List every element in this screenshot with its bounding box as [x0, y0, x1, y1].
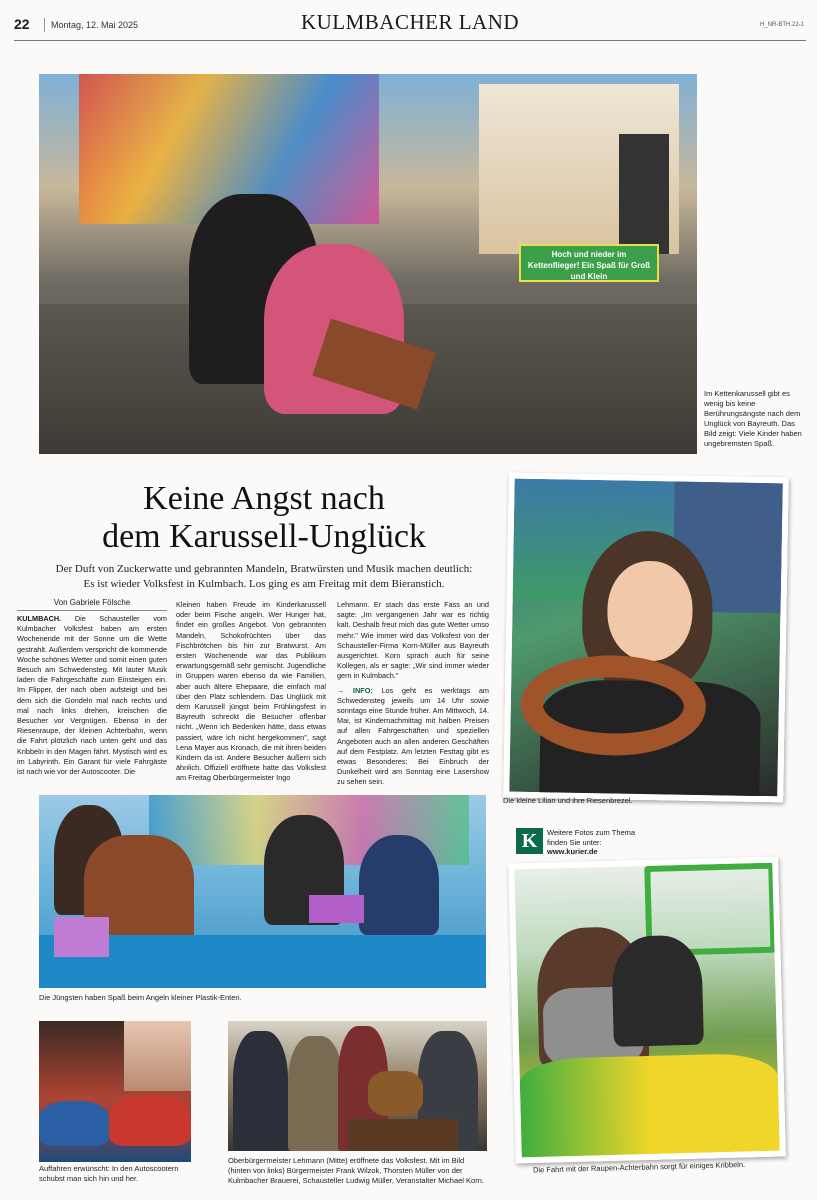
headline-line-1: Keine Angst nach: [143, 480, 385, 517]
article-lead: [39, 562, 489, 592]
article-column-3: [337, 600, 489, 788]
lead-line-2: Es ist wieder Volksfest in Kulmbach. Los ging es am Freitag mit dem Bieranstich.: [83, 578, 445, 590]
photo-autoscooter: [39, 1021, 191, 1162]
kurier-text: [547, 828, 635, 857]
headline-line-2: dem Karussell-Unglück: [102, 518, 426, 555]
kurier-line-1: Weitere Fotos zum Thema: [547, 828, 636, 837]
article-column-2: [176, 600, 326, 784]
photo-kettenkarussell: [39, 74, 697, 454]
section-title: KULMBACHER LAND: [300, 10, 520, 34]
photo-angeln: [39, 795, 486, 988]
info-label: → INFO:: [337, 685, 373, 695]
header-rule: [14, 40, 806, 41]
kettenflieger-sign: Hoch und nieder im Kettenflieger! Ein Spaß für Groß und Klein: [519, 244, 659, 282]
column-1-text: Die Schausteller vom Kulmbacher Volksfest haben am ersten Wochenende mit der Sonne um die Wette gestrahlt. Außerdem verspricht die kommende Woche schönes Wetter und somit einen guten Besuch am Schwedensteg. Mit lauter Musik laden die Fahrgeschäfte zum Einsteigen ein. Im Flipper, der nach oben aufsteigt und bei dem sich die Gondeln mal nach rechts und mal nach links drehen, kreischen die Besucher vor Vergnügen. Ebenso in der Riesenraupe, der kleinen Achterbahn, wenn die Fahrt plötzlich nach unten geht und das Kribbeln in den Magen fährt. Mystisch wird es im Labyrinth. Ein Garant für viele Fahrgäste ist nach wie vor der Autoscooter. Die: [17, 614, 167, 777]
column-3-text: Lehmann. Er stach das erste Fass an und sagte: „Im vergangenen Jahr war es richtig kalt. Deshalb freut mich das gute Wetter umso mehr." Wie immer wird das Volksfest von der Schausteller-Firma Korn-Müller aus Bayreuth ausgerichtet. Korn sprach auch für seine Kollegen, als er sagte: „Wir sind immer wieder gern in Kulmbach.": [337, 600, 489, 681]
photo-bieranstich: [228, 1021, 487, 1151]
photo-raupen-achterbahn: [508, 857, 786, 1164]
kurier-url[interactable]: www.kurier.de: [547, 847, 598, 856]
kurier-logo: K: [516, 828, 543, 854]
dateline: KULMBACH.: [17, 614, 62, 623]
kurier-box: [516, 828, 776, 858]
page-number: 22: [14, 16, 30, 32]
column-2-text: Kleinen haben Freude im Kinderkarussell oder beim Fische angeln. Wer Hunger hat, findet ein großes Angebot. Von gebrannten Mandeln, Schokofrüchten über das Fischbrötchen bis hin zur Bratwurst. Am ersten Wochenende war das Publikum erwartungsgemäß sehr gemischt. Jugendliche in Gruppen waren ebenso da wie Familien, aber auch ältere Ehepaare, die einfach mal über den Platz schlendern. Das Unglück mit dem Karussell jüngst beim Frühlingsfest in Bayreuth schreckt die Besucher offenbar nicht. „Wenn ich Bedenken hätte, dass etwas passiert, wäre ich nicht hergekommen", sagt Lena Mayer aus Kronach, die mit ihren beiden Kindern da ist. Andere Besucher äußern sich ähnlich. Offiziell eröffnete hatte das Volksfest am Freitag Oberbürgermeister Ingo: [176, 600, 326, 783]
caption-autoscooter: Auffahren erwünscht: In den Autoscootern schubst man sich hin und her.: [39, 1164, 179, 1183]
article-headline: [39, 480, 489, 556]
caption-raupe: Die Fahrt mit der Raupen-Achterbahn sorgt für einiges Kribbeln.: [532, 1159, 746, 1175]
issue-date: Montag, 12. Mai 2025: [51, 20, 139, 30]
info-text: Los geht es werktags am Schwedensteg jeweils um 14 Uhr sowie sonntags eine Stunde früher. Am Mittwoch, 14. Mai, ist Kindernachmittag mit halben Preisen auf allen Fahrgeschäften und speziellen Angeboten auch an allen anderen Geschäften auf dem Festplatz. Am letzten Festtag gibt es etwas Besonderes: Bei Einbruch der Dunkelheit wird am Sonntag eine Lasershow zu sehen sein.: [337, 685, 489, 787]
caption-bieranstich: Oberbürgermeister Lehmann (Mitte) eröffnete das Volksfest. Mit im Bild (hinten von links) Bürgermeister Frank Wilzok, Thorsten Müller von der Kulmbacher Brauerei, Schausteller Ludwig Müller, Veranstalter Michael Korn.: [228, 1156, 484, 1185]
lead-line-1: Der Duft von Zuckerwatte und gebrannten Mandeln, Bratwürsten und Musik machen deutlich:: [55, 563, 473, 575]
article-column-1: [17, 614, 167, 777]
byline: Von Gabriele Fölsche: [17, 598, 167, 611]
caption-main: Im Kettenkarussell gibt es wenig bis keine Berührungsängste nach dem Unglück von Bayreuth. Das Bild zeigt: Viele Kinder haben ungebremsten Spaß.: [704, 389, 802, 448]
caption-lilian: Die kleine Lilian und ihre Riesenbrezel.: [503, 796, 633, 805]
page-header: [14, 8, 806, 38]
photo-lilian-brezel: [503, 473, 789, 803]
kurier-line-2: finden Sie unter:: [547, 837, 602, 847]
caption-angeln: Die Jüngsten haben Spaß beim Angeln kleiner Plastik-Enten.: [39, 993, 242, 1002]
page-code: H_NR-BTH.22-1: [759, 22, 804, 28]
info-box: [337, 686, 489, 788]
